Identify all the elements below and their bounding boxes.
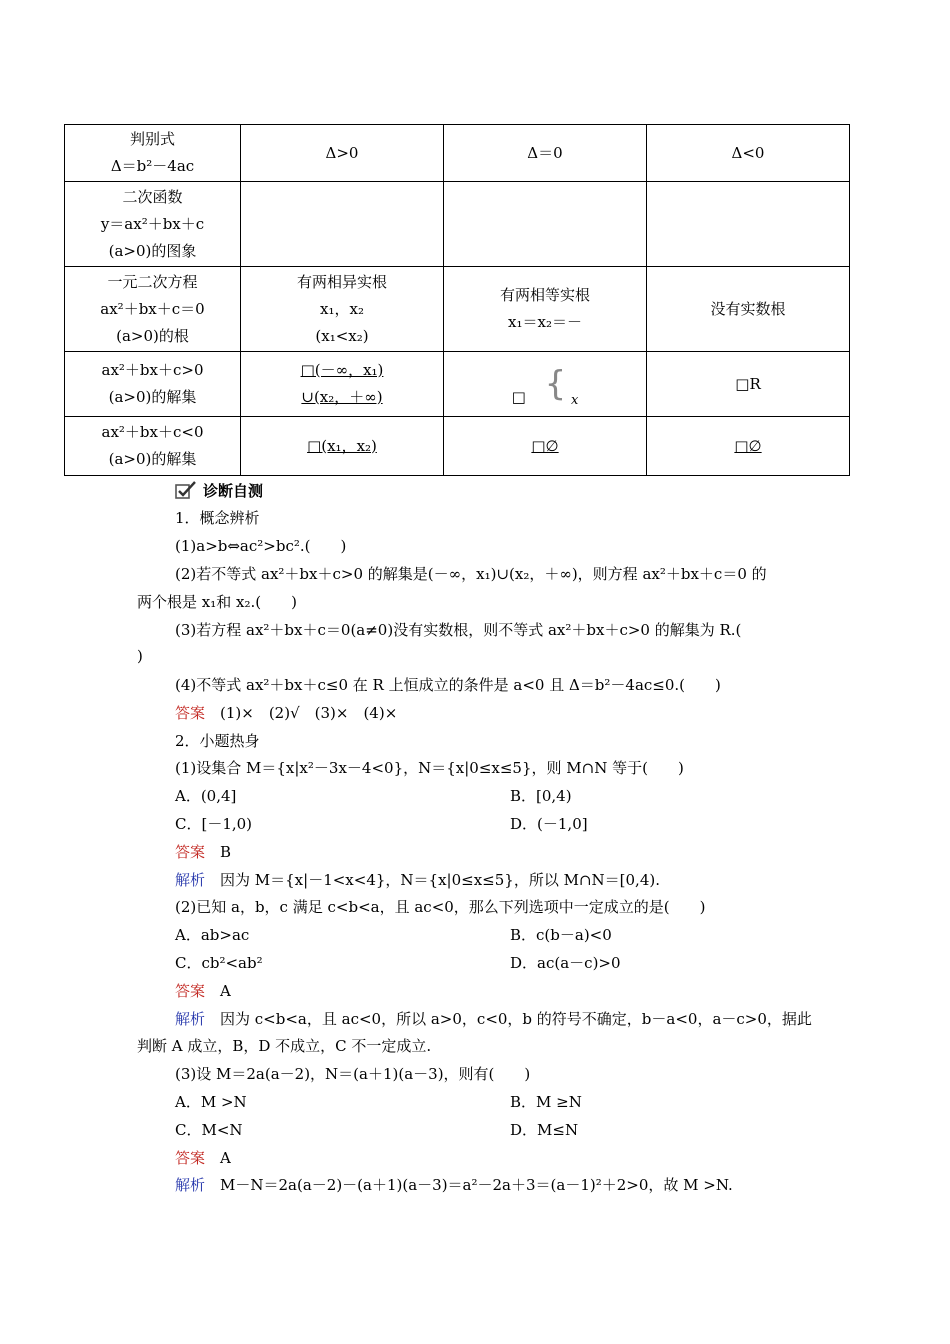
line-text: C．M<N: [175, 1121, 243, 1139]
line-text: D．M≤N: [510, 1121, 579, 1139]
table-cell-head: 二次函数 y＝ax²＋bx＋c (a>0)的图象: [65, 182, 241, 267]
line-text: 因为 M＝{x|－1<x<4}，N＝{x|0≤x≤5}，所以 M∩N＝[0,4).: [205, 871, 660, 889]
line-text: A．(0,4]: [175, 787, 237, 805]
line-text: C．[－1,0): [175, 815, 253, 833]
line-text: 1．概念辨析: [175, 509, 260, 527]
line-text: (1)设集合 M＝{x|x²－3x－4<0}，N＝{x|0≤x≤5}，则 M∩N 等于( ): [175, 759, 684, 777]
analysis-label: 解析: [175, 871, 206, 889]
line-text: 因为 c<b<a，且 ac<0，所以 a>0，c<0，b 的符号不确定，b－a<0，a－c>0，据此: [205, 1010, 812, 1028]
graph-cell: [444, 182, 647, 267]
table-row: [65, 182, 887, 267]
line-text: A: [205, 1149, 231, 1167]
answer-line: [175, 842, 231, 862]
line-text: B．M ≥N: [510, 1093, 582, 1111]
line-text: A．M >N: [175, 1093, 247, 1111]
text-line: [510, 814, 588, 834]
table-cell: □∅: [444, 417, 647, 476]
text-line: [175, 1120, 243, 1140]
text-line: [137, 646, 143, 666]
analysis-label: 解析: [175, 1176, 206, 1194]
table-cell: □(x₁，x₂): [241, 417, 444, 476]
answer-label: 答案: [175, 1149, 206, 1167]
text-line: [510, 953, 621, 973]
table-row: [65, 267, 887, 352]
text-line: [175, 925, 249, 945]
line-text: C．cb²<ab²: [175, 954, 263, 972]
table-cell: Δ>0: [241, 125, 444, 182]
line-text: D．ac(a－c)>0: [510, 954, 621, 972]
line-text: (2)已知 a，b，c 满足 c<b<a，且 ac<0，那么下列选项中一定成立的是( ): [175, 898, 706, 916]
table-cell: □(－∞，x₁) ∪(x₂，＋∞): [241, 352, 444, 417]
line-text: B．[0,4): [510, 787, 572, 805]
text-line: [510, 1092, 582, 1112]
line-text: 判断 A 成立，B，D 不成立，C 不一定成立.: [137, 1037, 432, 1055]
text-line: [175, 620, 741, 640]
text-line: [175, 897, 706, 917]
answer-line: [175, 981, 231, 1001]
table-row: [65, 125, 887, 182]
table-cell: 没有实数根: [647, 267, 850, 352]
line-text: M－N＝2a(a－2)－(a＋1)(a－3)＝a²－2a＋3＝(a－1)²＋2>0，故 M >N.: [205, 1176, 733, 1194]
line-text: 2．小题热身: [175, 732, 260, 750]
brace-glyph: {: [544, 364, 567, 404]
table-row: [65, 352, 887, 417]
analysis-label: 解析: [175, 1010, 206, 1028]
table-cell: 有两相等实根 x₁＝x₂＝－: [444, 267, 647, 352]
text-line: [175, 508, 260, 528]
text-line: [175, 731, 260, 751]
line-text: (1)× (2)√ (3)× (4)×: [205, 704, 398, 722]
text-line: [137, 1036, 431, 1056]
answer-label: 答案: [175, 704, 206, 722]
line-text: (3)设 M＝2a(a－2)，N＝(a＋1)(a－3)，则有( ): [175, 1065, 531, 1083]
text-line: [175, 564, 767, 584]
text-line: [175, 953, 263, 973]
line-text: ): [137, 647, 143, 665]
text-line: [175, 786, 236, 806]
analysis-line: [175, 1175, 733, 1195]
answer-line: [175, 1148, 231, 1168]
text-line: [175, 536, 346, 556]
table-cell: Δ<0: [647, 125, 850, 182]
analysis-line: [175, 1009, 812, 1029]
text-line: [175, 1092, 247, 1112]
graph-cell: [241, 182, 444, 267]
line-text: B: [205, 843, 232, 861]
graph-cell: [647, 182, 850, 267]
table-cell-head: ax²＋bx＋c<0 (a>0)的解集: [65, 417, 241, 476]
text-line: [175, 1064, 530, 1084]
text-line: [175, 758, 684, 778]
line-text: 两个根是 x₁和 x₂.( ): [137, 593, 297, 611]
text-line: [510, 786, 572, 806]
answer-label: 答案: [175, 843, 206, 861]
line-text: (1)a>b⇔ac²>bc².( ): [175, 537, 347, 555]
section-header: [175, 480, 263, 500]
table-row: [65, 417, 887, 476]
table-cell-head: 一元二次方程 ax²＋bx＋c＝0 (a>0)的根: [65, 267, 241, 352]
line-text: (3)若方程 ax²＋bx＋c＝0(a≠0)没有实数根，则不等式 ax²＋bx＋c>0 的解集为 R.(: [175, 621, 742, 639]
table-cell: □R: [647, 352, 850, 417]
line-text: A: [205, 982, 231, 1000]
line-text: (4)不等式 ax²＋bx＋c≤0 在 R 上恒成立的条件是 a<0 且 Δ＝b²－4ac≤0.( ): [175, 676, 721, 694]
discriminant-table: [64, 124, 887, 476]
text-line: [175, 675, 721, 695]
line-text: A．ab>ac: [175, 926, 250, 944]
line-text: (2)若不等式 ax²＋bx＋c>0 的解集是(－∞，x₁)∪(x₂，＋∞)，则方程 ax²＋bx＋c＝0 的: [175, 565, 767, 583]
table-cell-head: 判别式 Δ＝b²－4ac: [65, 125, 241, 182]
section-title: 诊断自测: [203, 481, 264, 500]
table-cell-head: ax²＋bx＋c>0 (a>0)的解集: [65, 352, 241, 417]
table-cell: 有两相异实根 x₁，x₂ (x₁<x₂): [241, 267, 444, 352]
checklist-icon: [175, 480, 197, 500]
table-cell: □ { x: [444, 352, 647, 417]
answer-line: [175, 703, 397, 723]
text-line: [510, 925, 612, 945]
text-line: [510, 1120, 578, 1140]
analysis-line: [175, 870, 660, 890]
text-line: [137, 592, 297, 612]
table-cell: □∅: [647, 417, 850, 476]
answer-label: 答案: [175, 982, 206, 1000]
line-text: B．c(b－a)<0: [510, 926, 612, 944]
text-line: [175, 814, 252, 834]
table-cell: Δ＝0: [444, 125, 647, 182]
line-text: D．(－1,0]: [510, 815, 588, 833]
